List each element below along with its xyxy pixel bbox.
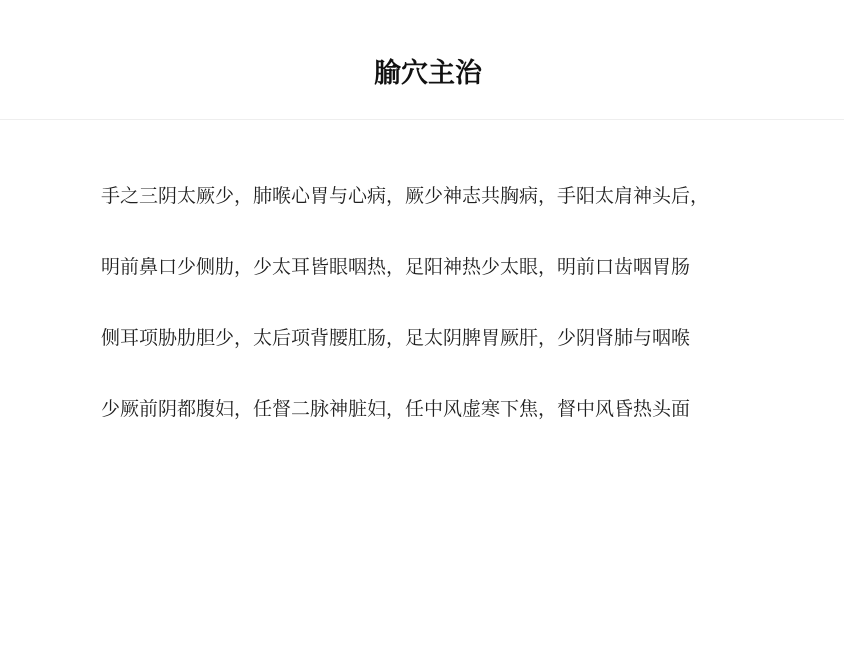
verse-body: [101, 178, 801, 462]
verse-line: 明前鼻口少侧肋，少太耳皆眼咽热，足阳神热少太眼，明前口齿咽胃肠: [101, 256, 691, 278]
verse-line: 少厥前阴都腹妇，任督二脉神脏妇，任中风虚寒下焦，督中风昏热头面: [101, 398, 691, 420]
page-title: 腧穴主治: [374, 58, 482, 89]
verse-line: 手之三阴太厥少，肺喉心胃与心病，厥少神志共胸病，手阳太肩神头后，: [101, 185, 710, 207]
verse-line: 侧耳项胁肋胆少，太后项背腰肛肠，足太阴脾胃厥肝，少阴肾肺与咽喉: [101, 327, 691, 349]
page-header: [0, 0, 844, 120]
